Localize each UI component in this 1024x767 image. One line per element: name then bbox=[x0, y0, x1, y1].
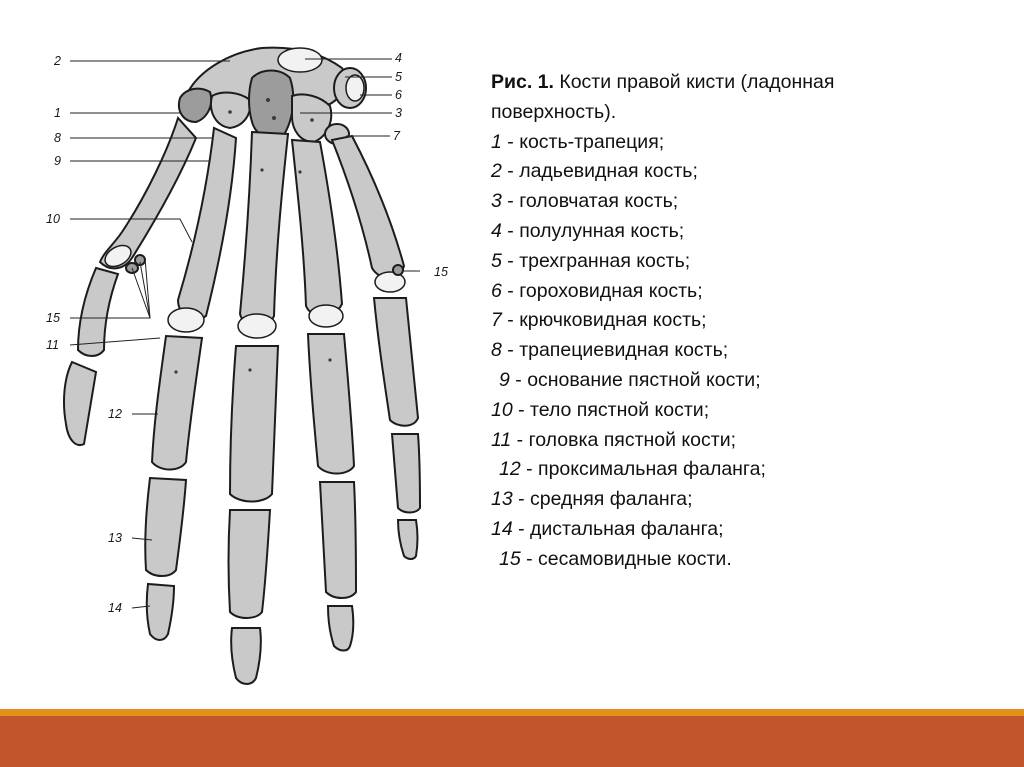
index-proximal-phalanx bbox=[152, 336, 202, 470]
caption-item bbox=[491, 426, 1011, 456]
caption-item bbox=[491, 128, 1011, 158]
little-middle-phalanx bbox=[392, 434, 420, 513]
caption-item-number: 12 bbox=[499, 458, 521, 481]
middle-metacarpal-head bbox=[238, 314, 276, 338]
caption-item bbox=[491, 366, 1011, 396]
caption-item-number: 10 bbox=[491, 398, 513, 421]
figure-label-15-right: 15 bbox=[434, 265, 448, 279]
caption-item-number: 9 bbox=[499, 368, 510, 391]
figure-label-12: 12 bbox=[108, 407, 122, 421]
figure-label-7: 7 bbox=[393, 129, 400, 143]
caption-item-text: - головка пястной кости; bbox=[511, 428, 737, 451]
caption-item-text: - ладьевидная кость; bbox=[501, 160, 698, 183]
caption-title-bold: Рис. 1. bbox=[491, 71, 554, 93]
caption-item-number: 15 bbox=[499, 547, 521, 570]
caption-item-number: 13 bbox=[491, 488, 513, 511]
ring-distal-phalanx bbox=[328, 606, 353, 651]
caption-item-text: - трехгранная кость; bbox=[501, 249, 691, 272]
caption-item bbox=[491, 247, 1011, 277]
trapezium-bone bbox=[179, 89, 211, 122]
figure-caption bbox=[491, 68, 1011, 575]
caption-item-number: 14 bbox=[491, 517, 513, 540]
caption-item bbox=[491, 545, 1011, 575]
caption-item-text: - проксимальная фаланга; bbox=[520, 458, 766, 481]
middle-metacarpal bbox=[240, 132, 288, 326]
caption-item-text: - полулунная кость; bbox=[501, 219, 685, 242]
caption-item-number: 4 bbox=[491, 219, 502, 242]
trapezoid-bone bbox=[211, 93, 250, 128]
figure-label-10: 10 bbox=[46, 212, 60, 226]
caption-item-number: 6 bbox=[491, 279, 502, 302]
caption-item-number: 11 bbox=[491, 428, 512, 451]
caption-item bbox=[491, 157, 1011, 187]
caption-item bbox=[491, 515, 1011, 545]
figure-label-13: 13 bbox=[108, 531, 122, 545]
caption-item-text: - сесамовидные кости. bbox=[520, 547, 732, 570]
caption-item bbox=[491, 336, 1011, 366]
caption-item-number: 1 bbox=[491, 130, 502, 153]
caption-item-text: - трапециевидная кость; bbox=[501, 339, 729, 362]
caption-item-number: 8 bbox=[491, 339, 502, 362]
caption-item-text: - тело пястной кости; bbox=[512, 398, 710, 421]
caption-item-text: - кость-трапеция; bbox=[501, 130, 665, 153]
little-sesamoid bbox=[393, 265, 403, 275]
caption-item bbox=[491, 277, 1011, 307]
ring-metacarpal bbox=[292, 140, 342, 316]
caption-item bbox=[491, 187, 1011, 217]
thumb-metacarpal bbox=[100, 118, 196, 268]
caption-item-text: - основание пястной кости; bbox=[509, 368, 761, 391]
bottom-footer-band bbox=[0, 716, 1024, 767]
caption-item bbox=[491, 485, 1011, 515]
figure-label-8: 8 bbox=[54, 131, 61, 145]
hand-bones-illustration bbox=[0, 0, 470, 700]
caption-item bbox=[491, 217, 1011, 247]
little-proximal-phalanx bbox=[374, 298, 418, 426]
ring-proximal-phalanx bbox=[308, 334, 354, 474]
caption-item-text: - крючковидная кость; bbox=[501, 309, 707, 332]
little-distal-phalanx bbox=[398, 520, 418, 559]
figure-label-9: 9 bbox=[54, 154, 61, 168]
figure-label-11: 11 bbox=[46, 338, 59, 352]
caption-item-number: 5 bbox=[491, 249, 502, 272]
caption-item-number: 3 bbox=[491, 190, 502, 213]
caption-item-text: - дистальная фаланга; bbox=[512, 517, 724, 540]
middle-middle-phalanx bbox=[229, 510, 271, 618]
caption-item bbox=[491, 306, 1011, 336]
caption-item-text: - головчатая кость; bbox=[501, 190, 679, 213]
index-distal-phalanx bbox=[147, 584, 174, 640]
bottom-accent-band bbox=[0, 709, 1024, 716]
middle-proximal-phalanx bbox=[230, 346, 278, 502]
pisiform-facet bbox=[346, 75, 364, 101]
figure-label-1: 1 bbox=[54, 106, 61, 120]
caption-item-text: - средняя фаланга; bbox=[512, 488, 693, 511]
caption-items bbox=[491, 128, 1011, 575]
caption-item-text: - гороховидная кость; bbox=[501, 279, 703, 302]
figure-label-2: 2 bbox=[54, 54, 61, 68]
ring-middle-phalanx bbox=[320, 482, 356, 598]
index-middle-phalanx bbox=[145, 478, 186, 576]
caption-item bbox=[491, 455, 1011, 485]
thumb-distal-phalanx bbox=[64, 362, 96, 445]
caption-item bbox=[491, 396, 1011, 426]
lunate-bone bbox=[278, 48, 322, 72]
index-metacarpal-head bbox=[168, 308, 204, 332]
figure-label-5: 5 bbox=[395, 70, 402, 84]
figure-label-3: 3 bbox=[395, 106, 402, 120]
caption-item-number: 2 bbox=[491, 160, 502, 183]
figure-label-6: 6 bbox=[395, 88, 402, 102]
caption-item-number: 7 bbox=[491, 309, 502, 332]
ring-metacarpal-head bbox=[309, 305, 343, 327]
little-metacarpal bbox=[332, 136, 404, 278]
caption-title-line bbox=[491, 68, 1011, 98]
caption-title-rest: Кости правой кисти (ладонная bbox=[553, 71, 835, 93]
capitate-bone bbox=[249, 71, 293, 140]
figure-label-4: 4 bbox=[395, 51, 402, 65]
caption-title-continuation: поверхность). bbox=[491, 100, 617, 123]
middle-distal-phalanx bbox=[231, 628, 261, 684]
figure-label-15-left: 15 bbox=[46, 311, 60, 325]
figure-label-14: 14 bbox=[108, 601, 122, 615]
